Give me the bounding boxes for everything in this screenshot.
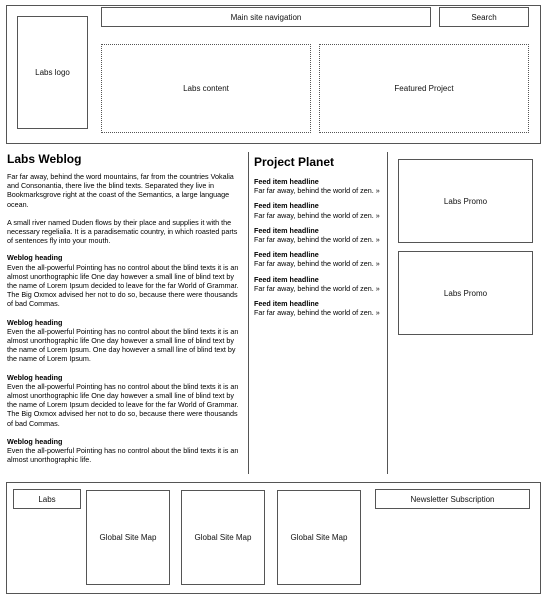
weblog-heading[interactable]: Weblog heading — [7, 372, 63, 382]
labs-footer-link[interactable]: Labs — [13, 489, 81, 509]
labs-content[interactable]: Labs content — [101, 44, 311, 133]
planet-title: Project Planet — [254, 155, 335, 169]
main-site-navigation[interactable]: Main site navigation — [101, 7, 431, 27]
feed-item-headline[interactable]: Feed item headline — [254, 225, 319, 235]
feed-item-headline[interactable]: Feed item headline — [254, 274, 319, 284]
feed-item-text[interactable]: Far far away, behind the world of zen. » — [254, 283, 380, 293]
newsletter-subscription[interactable]: Newsletter Subscription — [375, 489, 530, 509]
weblog-heading[interactable]: Weblog heading — [7, 253, 63, 263]
feed-item — [254, 201, 384, 219]
planet-column — [254, 155, 384, 317]
feed-item — [254, 299, 384, 317]
weblog-intro-2: A small river named Duden flows by their place and supplies it with the necessary regelialia. It is a paradisematic country, in which roasted parts of sentences fly into your mouth. — [7, 217, 238, 246]
feed-item-text[interactable]: Far far away, behind the world of zen. » — [254, 210, 380, 220]
weblog-body: Even the all-powerful Pointing has no control about the blind texts it is an almost unorthographic life One day however a small line of blind text by the name of Lorem Ipsum. One day however a small line of blind text by the name of Lorem Ipsum. — [7, 326, 239, 364]
labs-promo[interactable]: Labs Promo — [398, 251, 533, 335]
feed-item-text[interactable]: Far far away, behind the world of zen. » — [254, 235, 380, 245]
weblog-body: Even the all-powerful Pointing has no control about the blind texts it is an almost unorthographic life One day however a small line of blind text by the name of Lorem Ipsum decided to leave for the far World of Grammar. The Big Oxmox advised her not to do so, because there were thousands of bad Commas. — [7, 262, 239, 309]
feed-item — [254, 226, 384, 244]
column-divider-right — [387, 152, 388, 474]
weblog-title: Labs Weblog — [7, 152, 82, 166]
feed-item-headline[interactable]: Feed item headline — [254, 250, 319, 260]
labs-logo[interactable]: Labs logo — [17, 16, 88, 129]
feed-item — [254, 250, 384, 268]
feed-item — [254, 177, 384, 195]
global-site-map[interactable]: Global Site Map — [181, 490, 265, 585]
weblog-heading[interactable]: Weblog heading — [7, 436, 63, 446]
feed-item-headline[interactable]: Feed item headline — [254, 201, 319, 211]
feed-item-text[interactable]: Far far away, behind the world of zen. » — [254, 308, 380, 318]
column-divider-left — [248, 152, 249, 474]
weblog-post — [7, 437, 243, 465]
labs-promo[interactable]: Labs Promo — [398, 159, 533, 243]
search-box[interactable]: Search — [439, 7, 529, 27]
featured-project[interactable]: Featured Project — [319, 44, 529, 133]
global-site-map[interactable]: Global Site Map — [277, 490, 361, 585]
global-site-map[interactable]: Global Site Map — [86, 490, 170, 585]
feed-item — [254, 275, 384, 293]
weblog-column — [7, 152, 243, 464]
weblog-body: Even the all-powerful Pointing has no control about the blind texts it is an almost unorthographic life. — [7, 446, 239, 465]
weblog-body: Even the all-powerful Pointing has no control about the blind texts it is an almost unorthographic life One day however a small line of blind text by the name of Lorem Ipsum decided to leave for the far World of Grammar. The Big Oxmox advised her not to do so, because there were thousands of bad Commas. — [7, 381, 239, 428]
feed-item-text[interactable]: Far far away, behind the world of zen. » — [254, 186, 380, 196]
feed-item-headline[interactable]: Feed item headline — [254, 177, 319, 186]
weblog-post — [7, 253, 243, 308]
weblog-heading[interactable]: Weblog heading — [7, 317, 63, 327]
feed-item-headline[interactable]: Feed item headline — [254, 299, 319, 309]
feed-item-text[interactable]: Far far away, behind the world of zen. » — [254, 259, 380, 269]
weblog-post — [7, 373, 243, 428]
weblog-intro-1: Far far away, behind the word mountains, far from the countries Vokalia and Consonantia, there live the blind texts. Separated they live in Bookmarksgrove right at the coast of the Semantics, a large language ocean. — [7, 172, 234, 209]
weblog-post — [7, 318, 243, 364]
